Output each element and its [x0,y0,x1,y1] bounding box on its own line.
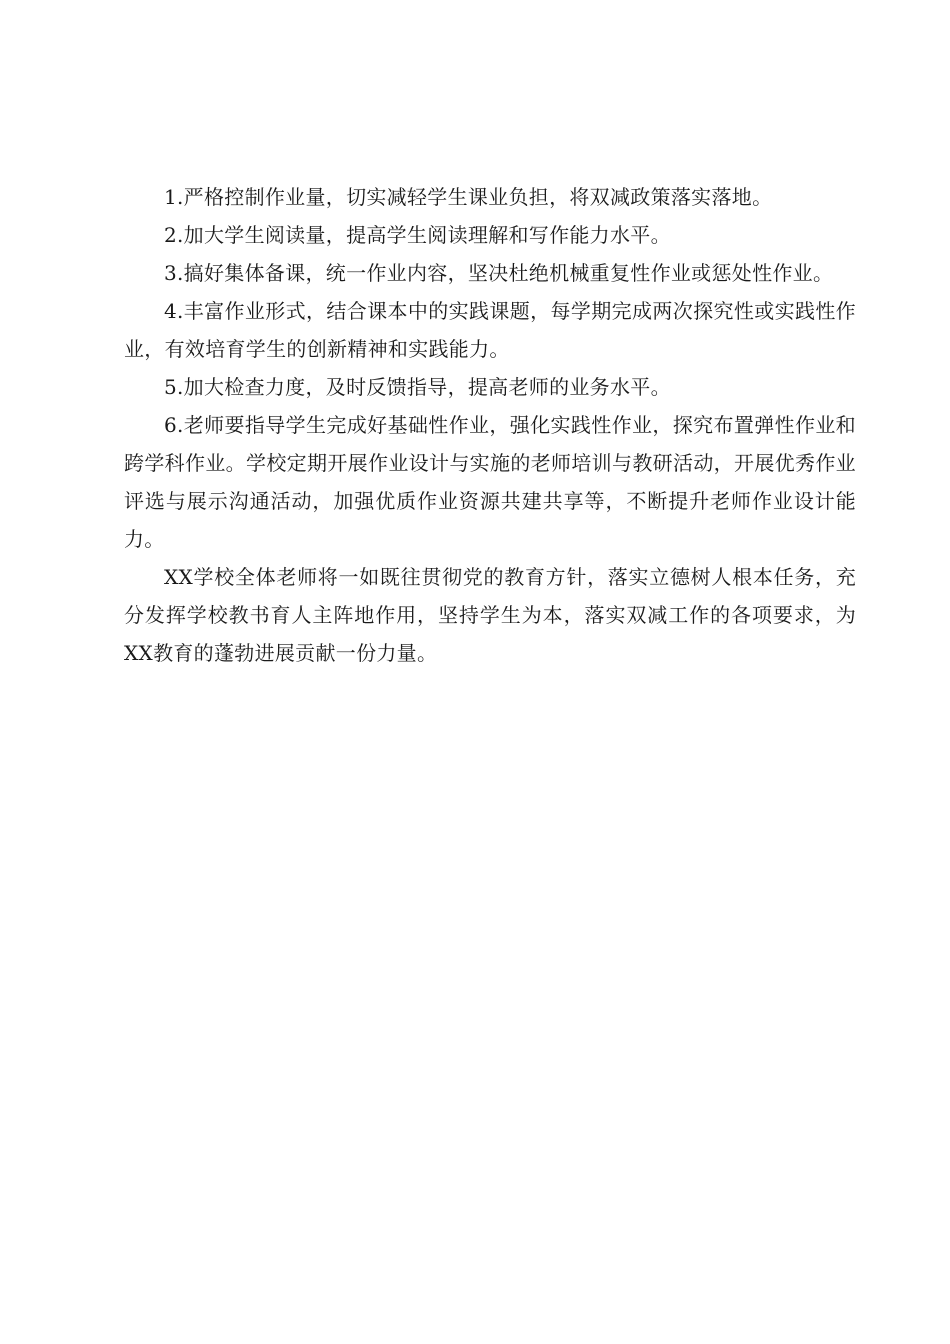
paragraph-item-4: 4.丰富作业形式，结合课本中的实践课题，每学期完成两次探究性或实践性作业，有效培育学生的创新精神和实践能力。 [124,299,856,361]
paragraph-item-1: 1.严格控制作业量，切实减轻学生课业负担，将双减政策落实落地。 [164,185,773,209]
paragraph-item-5: 5.加大检查力度，及时反馈指导，提高老师的业务水平。 [164,375,671,399]
paragraph-item-3: 3.搞好集体备课，统一作业内容，坚决杜绝机械重复性作业或惩处性作业。 [164,261,834,285]
closing-paragraph: XX学校全体老师将一如既往贯彻党的教育方针，落实立德树人根本任务，充分发挥学校教书育人主阵地作用，坚持学生为本，落实双减工作的各项要求，为XX教育的蓬勃进展贡献一份力量。 [124,565,856,665]
document-body [124,178,856,672]
paragraph-item-6: 6.老师要指导学生完成好基础性作业，强化实践性作业，探究布置弹性作业和跨学科作业。学校定期开展作业设计与实施的老师培训与教研活动，开展优秀作业评选与展示沟通活动，加强优质作业资源共建共享等，不断提升老师作业设计能力。 [124,413,856,551]
paragraph-item-2: 2.加大学生阅读量，提高学生阅读理解和写作能力水平。 [164,223,671,247]
